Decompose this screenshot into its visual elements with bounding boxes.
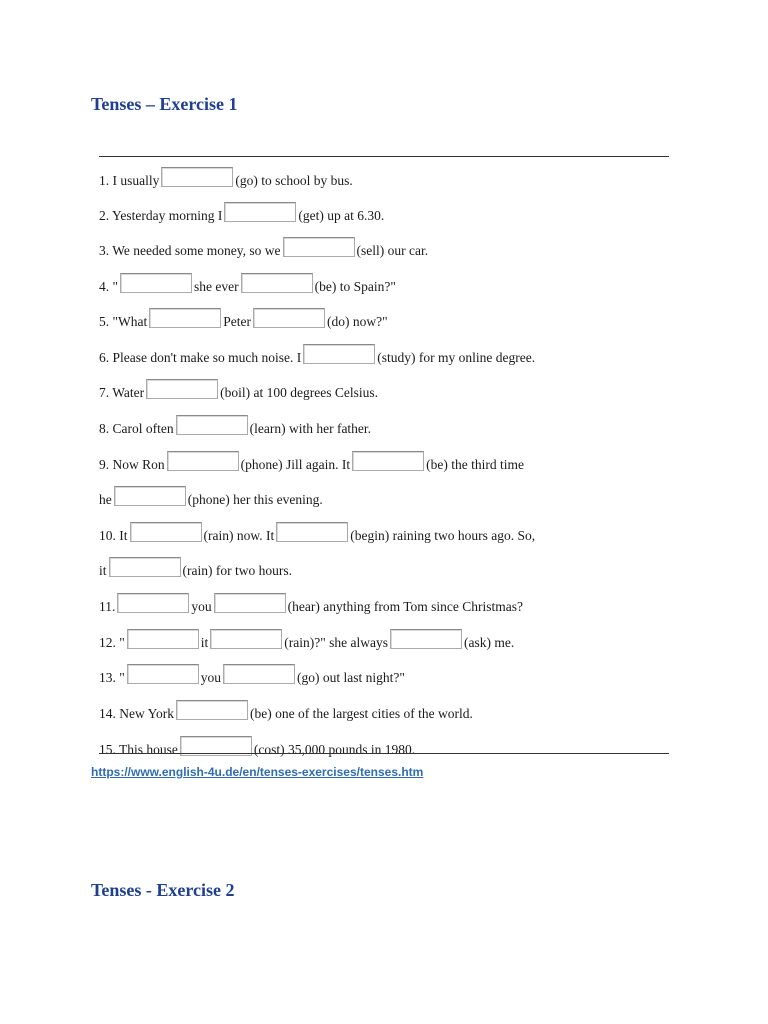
exercise-text: 10. It [99,528,128,543]
exercise-line [99,451,524,474]
answer-input[interactable] [146,379,218,399]
exercise-text: (rain) now. It [203,528,275,543]
exercise-2-title: Tenses - Exercise 2 [91,880,235,900]
exercise-text: 4. " [99,279,119,294]
exercise-text: it [200,635,209,650]
exercise-line [99,273,396,296]
exercise-text: (cost) 35,000 pounds in 1980. [253,742,416,757]
exercise-line [99,415,371,438]
answer-input[interactable] [117,593,189,613]
exercise-text: 2. Yesterday morning I [99,208,223,223]
answer-input[interactable] [283,237,355,257]
answer-input[interactable] [127,664,199,684]
answer-input[interactable] [161,167,233,187]
exercise-line [99,486,323,509]
exercise-text: (learn) with her father. [249,421,372,436]
exercise-line [99,522,535,545]
answer-input[interactable] [253,308,325,328]
exercise-text: (be) the third time [426,457,524,472]
source-link[interactable]: https://www.english-4u.de/en/tenses-exercises/tenses.htm [91,765,424,779]
answer-input[interactable] [210,629,282,649]
answer-input[interactable] [109,557,181,577]
exercise-line [99,736,415,759]
exercise-text: 13. " [99,670,125,685]
exercise-text: (rain) for two hours. [182,563,292,578]
answer-input[interactable] [303,344,375,364]
exercise-line [99,700,473,723]
exercise-line [99,167,353,190]
exercise-text: 3. We needed some money, so we [99,243,281,258]
exercise-text: 11. [99,599,116,614]
exercise-line [99,557,292,580]
answer-input[interactable] [149,308,221,328]
answer-input[interactable] [352,451,424,471]
exercise-line [99,593,523,616]
answer-input[interactable] [114,486,186,506]
answer-input[interactable] [276,522,348,542]
bottom-rule [99,753,669,754]
exercise-text: you [191,599,212,614]
exercise-text: 14. New York [99,706,175,721]
exercise-line [99,379,378,402]
exercise-text: (go) out last night?" [297,670,405,685]
exercise-1-title: Tenses – Exercise 1 [91,94,238,114]
answer-input[interactable] [176,700,248,720]
exercise-text: (phone) Jill again. It [240,457,351,472]
exercise-text: (hear) anything from Tom since Christmas? [287,599,523,614]
exercise-text: (be) to Spain?" [314,279,396,294]
exercise-text: 9. Now Ron [99,457,165,472]
answer-input[interactable] [120,273,192,293]
exercise-line [99,308,388,331]
exercise-text: 7. Water [99,385,145,400]
exercise-text: 6. Please don't make so much noise. I [99,350,302,365]
top-rule [99,156,669,157]
exercise-text: 5. "What [99,314,148,329]
answer-input[interactable] [224,202,296,222]
exercise-line [99,664,405,687]
answer-input[interactable] [127,629,199,649]
answer-input[interactable] [176,415,248,435]
exercise-line [99,344,535,367]
exercise-text: 15. This house [99,742,178,757]
answer-input[interactable] [214,593,286,613]
exercise-text: it [99,563,107,578]
exercise-text: he [99,492,112,507]
exercise-text: (get) up at 6.30. [298,208,385,223]
exercise-text: 1. I usually [99,173,160,188]
exercise-text: 12. " [99,635,125,650]
exercise-text: (sell) our car. [356,243,429,258]
exercise-text: you [200,670,222,685]
answer-input[interactable] [130,522,202,542]
exercise-line [99,629,514,652]
exercise-text: (begin) raining two hours ago. So, [350,528,536,543]
exercise-text: (study) for my online degree. [377,350,536,365]
exercise-line [99,202,384,225]
exercise-text: she ever [194,279,239,294]
exercise-text: (rain)?" she always [284,635,388,650]
exercise-text: Peter [223,314,251,329]
answer-input[interactable] [241,273,313,293]
exercise-text: (be) one of the largest cities of the world. [250,706,473,721]
answer-input[interactable] [167,451,239,471]
exercise-text: 8. Carol often [99,421,174,436]
exercise-text: (boil) at 100 degrees Celsius. [220,385,378,400]
exercise-text: (do) now?" [327,314,388,329]
exercise-line [99,237,428,260]
exercise-text: (phone) her this evening. [187,492,323,507]
answer-input[interactable] [390,629,462,649]
answer-input[interactable] [223,664,295,684]
exercise-text: (ask) me. [464,635,515,650]
exercise-text: (go) to school by bus. [235,173,353,188]
